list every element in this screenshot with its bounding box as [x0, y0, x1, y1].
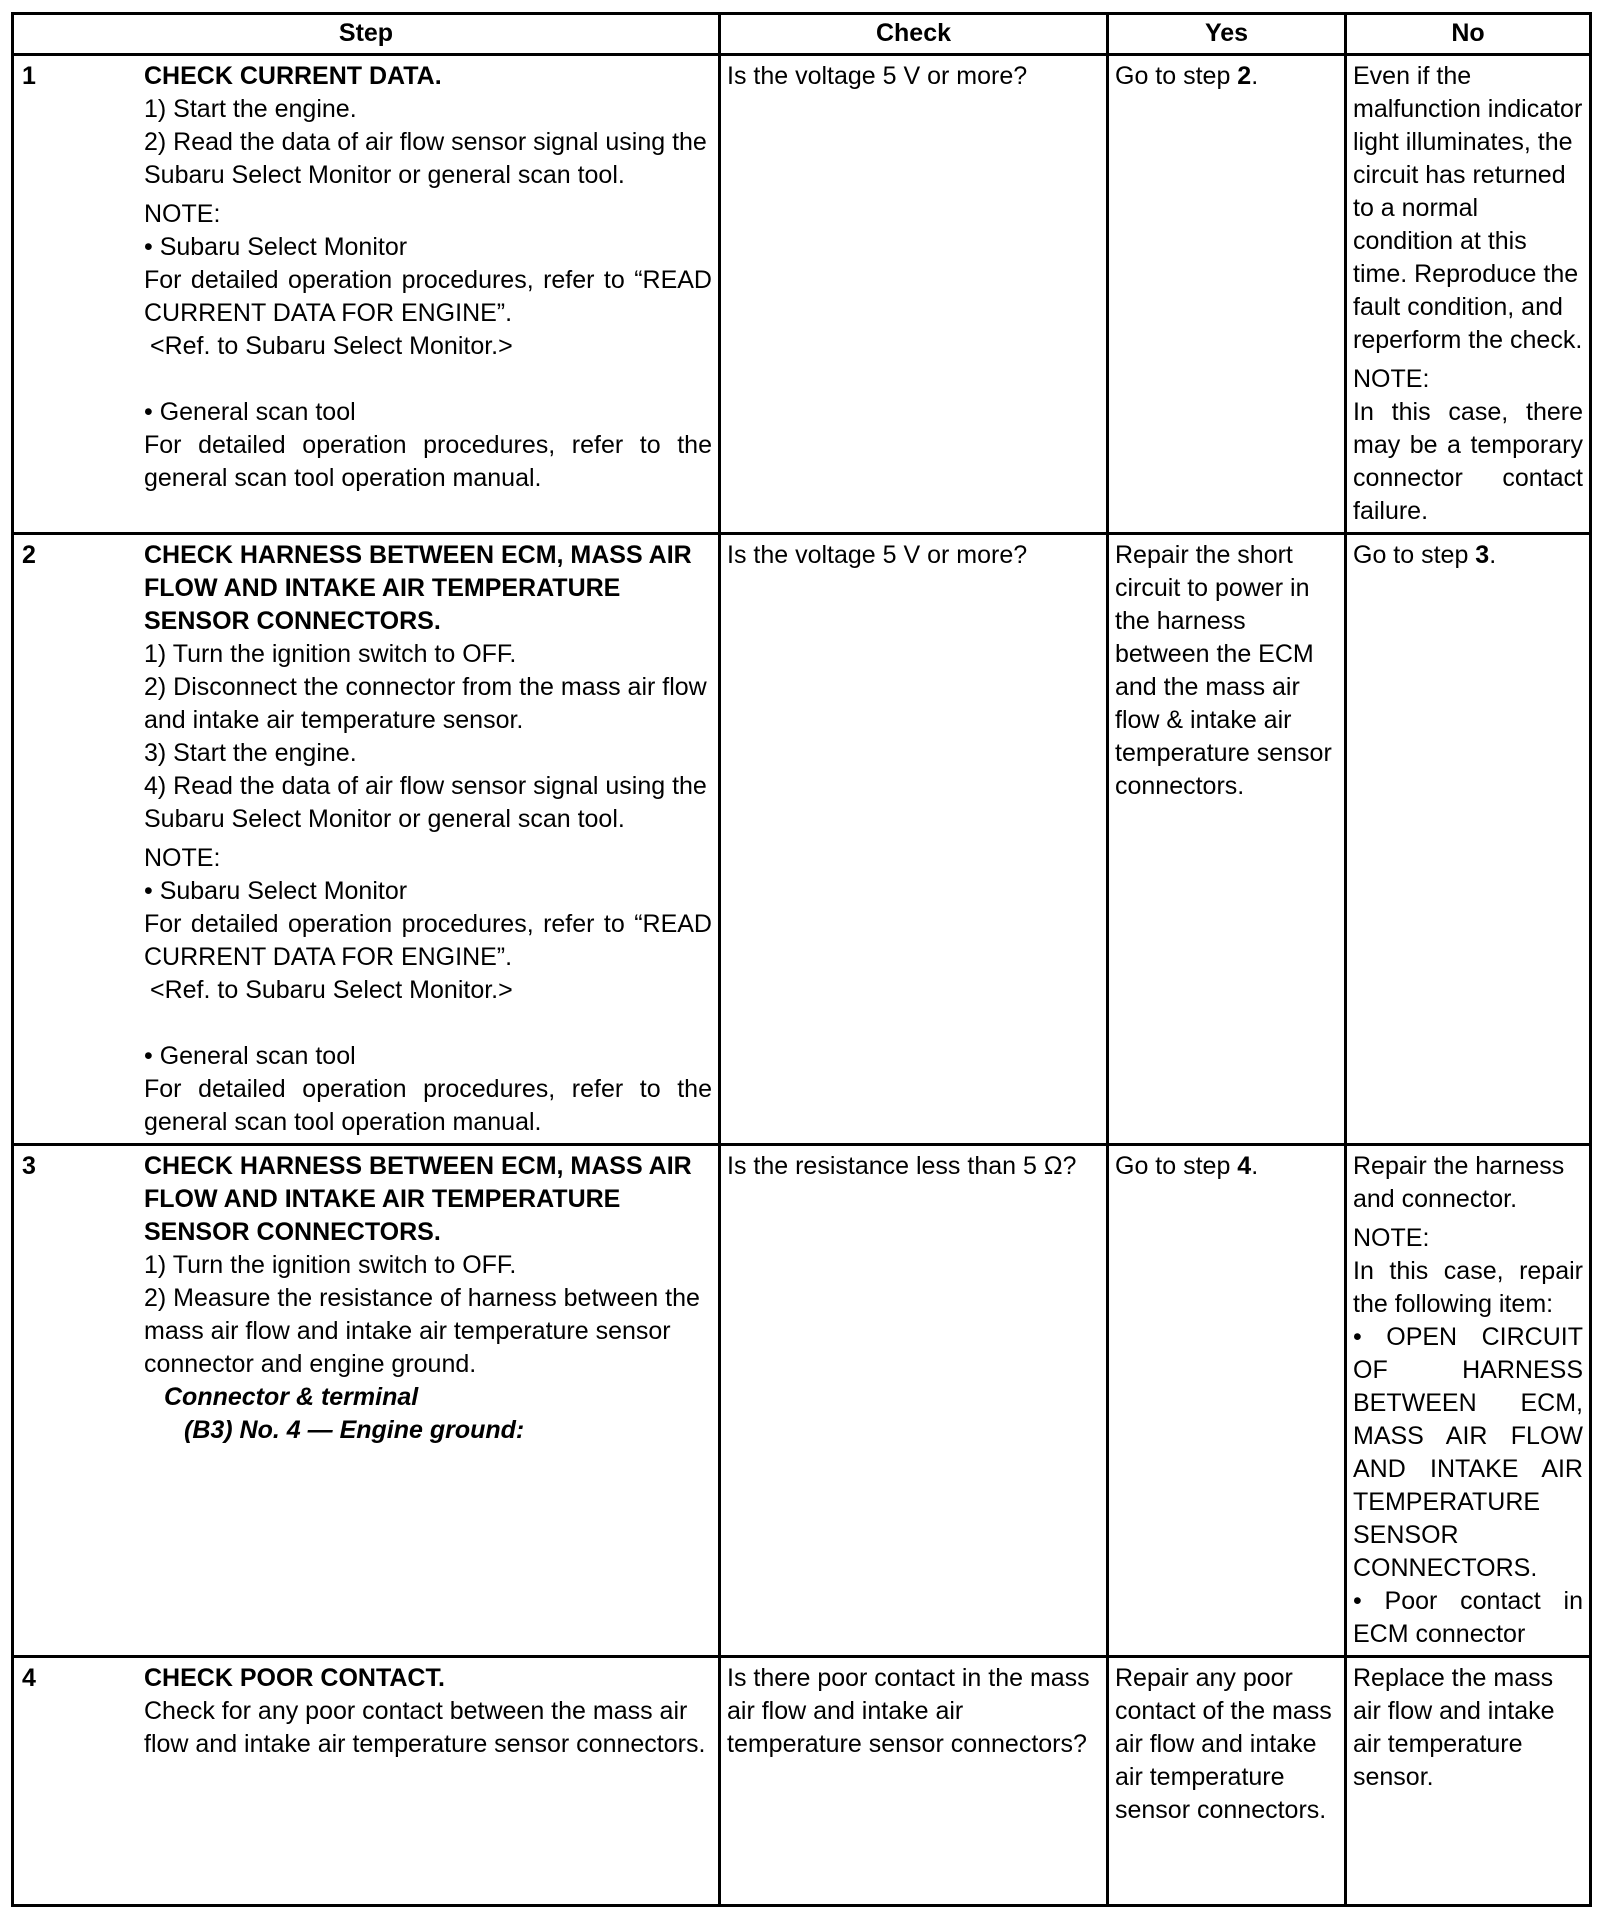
- bullet-item: • Subaru Select Monitor: [144, 233, 408, 261]
- reference-text: <Ref. to Subaru Select Monitor.>: [150, 332, 513, 360]
- step-title: CHECK POOR CONTACT.: [144, 1664, 445, 1692]
- note-label: NOTE:: [1353, 365, 1430, 393]
- no-text: Repair the harness and connector.: [1353, 1152, 1565, 1213]
- step-number: 2: [22, 541, 36, 569]
- bullet-text: For detailed operation procedures, refer to the general scan tool operation manual.: [144, 1075, 712, 1136]
- check-cell: Is the voltage 5 V or more?: [720, 55, 1108, 534]
- header-yes: Yes: [1108, 14, 1346, 55]
- header-no: No: [1346, 14, 1591, 55]
- header-row: [13, 14, 1591, 55]
- step-line: 2) Disconnect the connector from the mass air flow and intake air temperature sensor.: [144, 673, 707, 734]
- bullet-item: • General scan tool: [144, 1042, 356, 1070]
- bullet-item: • General scan tool: [144, 398, 356, 426]
- no-cell: Go to step 3.: [1346, 534, 1591, 1145]
- step-cell: [13, 55, 720, 534]
- step-cell: [13, 534, 720, 1145]
- step-number: 1: [22, 62, 36, 90]
- check-cell: Is the voltage 5 V or more?: [720, 534, 1108, 1145]
- yes-cell: Repair any poor contact of the mass air flow and intake air temperature sensor connectors.: [1108, 1657, 1346, 1906]
- header-step: Step: [13, 14, 720, 55]
- no-cell: [1346, 55, 1591, 534]
- note-item: • Poor contact in ECM connector: [1353, 1587, 1583, 1648]
- note-item: • OPEN CIRCUIT OF HARNESS BETWEEN ECM, MASS AIR FLOW AND INTAKE AIR TEMPERATURE SENSOR CONNECTORS.: [1353, 1323, 1583, 1582]
- step-line: 1) Turn the ignition switch to OFF.: [144, 640, 517, 668]
- table-row: [13, 1145, 1591, 1657]
- step-cell: [13, 1657, 720, 1906]
- yes-cell: Go to step 2.: [1108, 55, 1346, 534]
- step-title: CHECK HARNESS BETWEEN ECM, MASS AIR FLOW AND INTAKE AIR TEMPERATURE SENSOR CONNECTORS.: [144, 541, 692, 635]
- step-line: 1) Start the engine.: [144, 95, 357, 123]
- step-title: CHECK CURRENT DATA.: [144, 62, 442, 90]
- no-cell: Replace the mass air flow and intake air temperature sensor.: [1346, 1657, 1591, 1906]
- bullet-text: For detailed operation procedures, refer to “READ CURRENT DATA FOR ENGINE”.: [144, 266, 712, 327]
- step-line: 1) Turn the ignition switch to OFF.: [144, 1251, 517, 1279]
- step-line: 2) Measure the resistance of harness between the mass air flow and intake air temperature sensor connector and engine ground.: [144, 1284, 700, 1378]
- table-row: [13, 534, 1591, 1145]
- no-text: Go to step: [1353, 541, 1476, 569]
- yes-text: Go to step: [1115, 62, 1238, 90]
- check-cell: Is there poor contact in the mass air flow and intake air temperature sensor connectors?: [720, 1657, 1108, 1906]
- yes-step-ref: 2: [1237, 62, 1252, 90]
- table-row: [13, 55, 1591, 534]
- step-title: CHECK HARNESS BETWEEN ECM, MASS AIR FLOW AND INTAKE AIR TEMPERATURE SENSOR CONNECTORS.: [144, 1152, 692, 1246]
- note-text: In this case, there may be a temporary connector contact failure.: [1353, 398, 1583, 525]
- step-text: Check for any poor contact between the mass air flow and intake air temperature sensor connectors.: [144, 1697, 706, 1758]
- bullet-text: For detailed operation procedures, refer to “READ CURRENT DATA FOR ENGINE”.: [144, 910, 712, 971]
- note-label: NOTE:: [1353, 1224, 1430, 1252]
- connector-value: (B3) No. 4 — Engine ground:: [184, 1416, 525, 1444]
- yes-text: Go to step: [1115, 1152, 1238, 1180]
- note-label: NOTE:: [144, 200, 221, 228]
- no-cell: [1346, 1145, 1591, 1657]
- bullet-text: For detailed operation procedures, refer to the general scan tool operation manual.: [144, 431, 712, 492]
- bullet-item: • Subaru Select Monitor: [144, 877, 408, 905]
- step-line: 3) Start the engine.: [144, 739, 357, 767]
- note-text: In this case, repair the following item:: [1353, 1257, 1583, 1318]
- no-step-ref: 3: [1475, 541, 1490, 569]
- table-row: [13, 1657, 1591, 1906]
- diagnostic-procedure-table: [11, 12, 1592, 1907]
- step-line: 2) Read the data of air flow sensor signal using the Subaru Select Monitor or general scan tool.: [144, 128, 707, 189]
- no-text: Even if the malfunction indicator light illuminates, the circuit has returned to a normal condition at this time. Reproduce the fault condition, and reperform the check.: [1353, 62, 1583, 354]
- step-number: 3: [22, 1152, 36, 1180]
- step-number: 4: [22, 1664, 36, 1692]
- header-check: Check: [720, 14, 1108, 55]
- check-cell: Is the resistance less than 5 Ω?: [720, 1145, 1108, 1657]
- yes-cell: Go to step 4.: [1108, 1145, 1346, 1657]
- step-cell: [13, 1145, 720, 1657]
- step-line: 4) Read the data of air flow sensor signal using the Subaru Select Monitor or general scan tool.: [144, 772, 707, 833]
- reference-text: <Ref. to Subaru Select Monitor.>: [150, 976, 513, 1004]
- note-label: NOTE:: [144, 844, 221, 872]
- yes-step-ref: 4: [1237, 1152, 1252, 1180]
- yes-cell: Repair the short circuit to power in the harness between the ECM and the mass air flow & intake air temperature sensor connectors.: [1108, 534, 1346, 1145]
- connector-label: Connector & terminal: [164, 1383, 419, 1411]
